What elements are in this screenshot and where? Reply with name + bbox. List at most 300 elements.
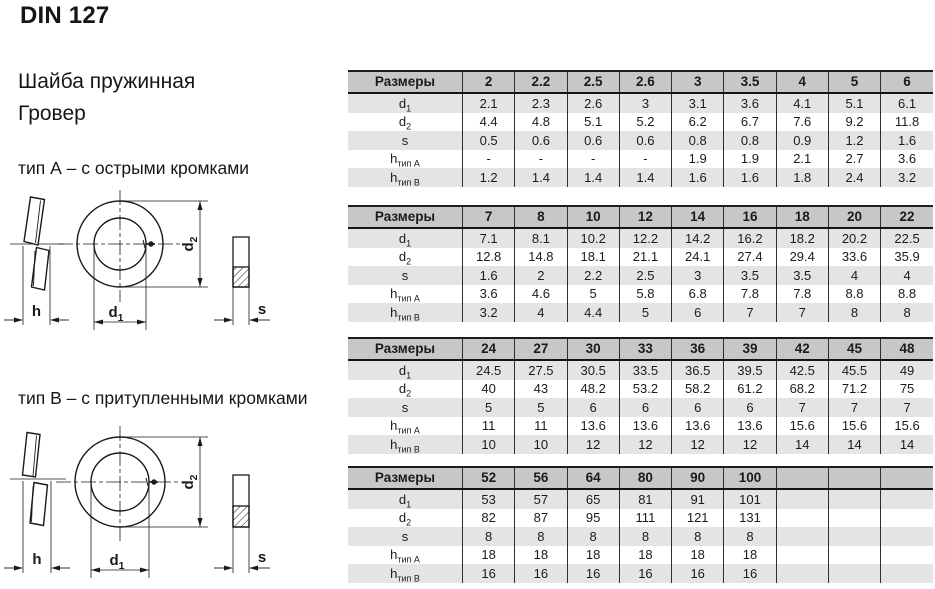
row-label-base: h xyxy=(390,547,398,563)
size-header-cell: 18 xyxy=(776,206,828,228)
value-cell: 121 xyxy=(672,509,724,528)
size-header-cell: 8 xyxy=(515,206,567,228)
value-cell: 8.8 xyxy=(828,285,880,304)
row-label-cell xyxy=(348,266,463,285)
row-label-base: s xyxy=(401,132,409,148)
value-cell: 0.6 xyxy=(619,131,671,150)
size-header-cell: 3.5 xyxy=(724,71,776,93)
value-cell: 81 xyxy=(619,489,671,509)
subtitle-line-1: Шайба пружинная xyxy=(18,70,196,93)
table-row xyxy=(348,435,933,454)
side-view xyxy=(4,197,69,325)
size-header-cell: 2.6 xyxy=(619,71,671,93)
value-cell: 4.8 xyxy=(515,113,567,132)
value-cell: 18 xyxy=(463,546,515,565)
value-cell: 42.5 xyxy=(776,360,828,380)
value-cell: 15.6 xyxy=(828,417,880,436)
value-cell: - xyxy=(515,150,567,169)
value-cell: 33.5 xyxy=(619,360,671,380)
row-label-base: d xyxy=(398,230,407,246)
value-cell: - xyxy=(619,150,671,169)
row-label-base: d xyxy=(398,362,407,378)
value-cell: 1.8 xyxy=(776,168,828,187)
size-header-cell: 5 xyxy=(828,71,880,93)
size-header-cell: 4 xyxy=(776,71,828,93)
value-cell: 4.6 xyxy=(515,285,567,304)
value-cell: 1.6 xyxy=(672,168,724,187)
value-cell: 49 xyxy=(881,360,933,380)
row-label-subscript: 1 xyxy=(406,499,412,510)
top-view xyxy=(58,190,208,330)
value-cell: 8 xyxy=(463,527,515,546)
value-cell: 8.1 xyxy=(515,228,567,248)
size-header-cell: 27 xyxy=(515,338,567,360)
type-a-drawing xyxy=(2,190,274,338)
table-row xyxy=(348,527,933,546)
value-cell: 15.6 xyxy=(776,417,828,436)
dimensions-table-1 xyxy=(348,70,933,187)
size-header-cell: 56 xyxy=(515,467,567,489)
value-cell: 12 xyxy=(672,435,724,454)
value-cell: 16 xyxy=(724,564,776,583)
size-header-cell: 22 xyxy=(881,206,933,228)
value-cell: 15.6 xyxy=(881,417,933,436)
value-cell xyxy=(881,527,933,546)
header-label-cell: Размеры xyxy=(348,206,463,228)
value-cell: 16 xyxy=(619,564,671,583)
value-cell: 3.2 xyxy=(881,168,933,187)
row-label-subscript: тип А xyxy=(397,554,420,565)
value-cell: 10 xyxy=(463,435,515,454)
value-cell: 8 xyxy=(619,527,671,546)
value-cell: 21.1 xyxy=(619,248,671,267)
d2-dimension-label: $d_2$ xyxy=(180,474,200,490)
value-cell: 53.2 xyxy=(619,380,671,399)
value-cell: 11 xyxy=(463,417,515,436)
value-cell: 6 xyxy=(724,398,776,417)
value-cell: 6.8 xyxy=(672,285,724,304)
value-cell: 27.4 xyxy=(724,248,776,267)
value-cell: 14.8 xyxy=(515,248,567,267)
value-cell: 4.4 xyxy=(567,303,619,322)
value-cell: 65 xyxy=(567,489,619,509)
value-cell xyxy=(776,489,828,509)
value-cell: 3.1 xyxy=(672,93,724,113)
table-row xyxy=(348,266,933,285)
s-dimension-label: s xyxy=(257,301,267,318)
value-cell: 22.5 xyxy=(881,228,933,248)
value-cell: 1.6 xyxy=(463,266,515,285)
value-cell: 1.6 xyxy=(724,168,776,187)
value-cell: 24.1 xyxy=(672,248,724,267)
value-cell: 2.1 xyxy=(776,150,828,169)
value-cell: 8 xyxy=(828,303,880,322)
value-cell: 6 xyxy=(672,398,724,417)
value-cell xyxy=(881,564,933,583)
value-cell xyxy=(776,546,828,565)
value-cell: 3.6 xyxy=(881,150,933,169)
value-cell xyxy=(881,546,933,565)
value-cell: 3.5 xyxy=(776,266,828,285)
value-cell: 12 xyxy=(724,435,776,454)
size-header-cell: 3 xyxy=(672,71,724,93)
d1-dimension-label: $d_1$ xyxy=(108,304,124,324)
hatched-section xyxy=(233,506,249,527)
value-cell: - xyxy=(567,150,619,169)
value-cell: 45.5 xyxy=(828,360,880,380)
washer-upper-coil xyxy=(24,197,45,245)
row-label-subscript: 2 xyxy=(406,256,412,267)
value-cell: 101 xyxy=(724,489,776,509)
value-cell: 3.6 xyxy=(463,285,515,304)
value-cell: 6 xyxy=(672,303,724,322)
value-cell: 0.9 xyxy=(776,131,828,150)
value-cell: 9.2 xyxy=(828,113,880,132)
value-cell: 18 xyxy=(724,546,776,565)
row-label-base: h xyxy=(390,286,398,302)
value-cell: 7 xyxy=(724,303,776,322)
value-cell xyxy=(828,564,880,583)
value-cell: 53 xyxy=(463,489,515,509)
size-header-cell: 2 xyxy=(463,71,515,93)
value-cell: 43 xyxy=(515,380,567,399)
value-cell: 10.2 xyxy=(567,228,619,248)
value-cell: 8 xyxy=(881,303,933,322)
row-label-base: d xyxy=(398,491,407,507)
row-label-base: d xyxy=(398,95,407,111)
row-label-cell xyxy=(348,168,463,187)
value-cell: 3.5 xyxy=(724,266,776,285)
dimensions-table-4 xyxy=(348,466,933,583)
value-cell: 1.9 xyxy=(672,150,724,169)
value-cell: 13.6 xyxy=(567,417,619,436)
row-label-cell xyxy=(348,489,463,509)
type-a-caption: тип А – с острыми кромками xyxy=(18,158,250,178)
value-cell: 7 xyxy=(776,303,828,322)
size-header-cell: 2.2 xyxy=(515,71,567,93)
row-label-base: s xyxy=(401,267,409,283)
row-label-base: s xyxy=(401,528,409,544)
value-cell: 16 xyxy=(463,564,515,583)
table-row xyxy=(348,113,933,132)
size-header-cell: 33 xyxy=(619,338,671,360)
dimensions-table-3 xyxy=(348,337,933,454)
table-row xyxy=(348,360,933,380)
value-cell: 11.8 xyxy=(881,113,933,132)
value-cell: 4.4 xyxy=(463,113,515,132)
value-cell: 3 xyxy=(672,266,724,285)
value-cell: 14.2 xyxy=(672,228,724,248)
value-cell: 4.1 xyxy=(776,93,828,113)
value-cell: 4 xyxy=(515,303,567,322)
value-cell: 14 xyxy=(776,435,828,454)
value-cell: 7.6 xyxy=(776,113,828,132)
row-label-base: h xyxy=(390,304,398,320)
value-cell xyxy=(881,509,933,528)
value-cell: 7.8 xyxy=(724,285,776,304)
value-cell: 20.2 xyxy=(828,228,880,248)
value-cell: 29.4 xyxy=(776,248,828,267)
row-label-subscript: тип А xyxy=(397,293,420,304)
row-label-base: s xyxy=(401,399,409,415)
page-subtitle xyxy=(18,66,195,130)
dimensions-table-2 xyxy=(348,205,933,322)
size-header-cell: 20 xyxy=(828,206,880,228)
table-row xyxy=(348,228,933,248)
value-cell: 3.2 xyxy=(463,303,515,322)
value-cell: 16 xyxy=(567,564,619,583)
value-cell: 10 xyxy=(515,435,567,454)
value-cell: 4 xyxy=(828,266,880,285)
page-title: DIN 127 xyxy=(20,2,110,29)
size-header-cell: 36 xyxy=(672,338,724,360)
value-cell: 0.8 xyxy=(672,131,724,150)
table-row xyxy=(348,93,933,113)
value-cell: 68.2 xyxy=(776,380,828,399)
value-cell: 7 xyxy=(776,398,828,417)
value-cell: 13.6 xyxy=(724,417,776,436)
table-row xyxy=(348,398,933,417)
value-cell: 13.6 xyxy=(619,417,671,436)
value-cell: 1.9 xyxy=(724,150,776,169)
value-cell: 48.2 xyxy=(567,380,619,399)
row-label-base: d xyxy=(398,114,407,130)
row-label-cell xyxy=(348,248,463,267)
row-label-subscript: 2 xyxy=(406,388,412,399)
table-row xyxy=(348,380,933,399)
value-cell: 0.5 xyxy=(463,131,515,150)
size-header-cell: 7 xyxy=(463,206,515,228)
value-cell: 1.4 xyxy=(567,168,619,187)
top-view xyxy=(56,426,208,578)
header-label-cell: Размеры xyxy=(348,338,463,360)
table-header-row xyxy=(348,71,933,93)
row-label-cell xyxy=(348,228,463,248)
row-label-subscript: тип В xyxy=(397,444,420,455)
value-cell: 91 xyxy=(672,489,724,509)
row-label-base: h xyxy=(390,169,398,185)
value-cell xyxy=(776,509,828,528)
value-cell: 5.8 xyxy=(619,285,671,304)
header-label-cell: Размеры xyxy=(348,467,463,489)
value-cell: 35.9 xyxy=(881,248,933,267)
table-row xyxy=(348,150,933,169)
table-row xyxy=(348,546,933,565)
table-row xyxy=(348,564,933,583)
value-cell: 16 xyxy=(515,564,567,583)
value-cell: 27.5 xyxy=(515,360,567,380)
value-cell: 82 xyxy=(463,509,515,528)
section-view xyxy=(214,475,270,573)
row-label-base: h xyxy=(390,436,398,452)
value-cell: 95 xyxy=(567,509,619,528)
row-label-subscript: 1 xyxy=(406,238,412,249)
value-cell: 12 xyxy=(567,435,619,454)
value-cell: 8 xyxy=(724,527,776,546)
row-label-base: d xyxy=(398,510,407,526)
value-cell xyxy=(828,489,880,509)
table-row xyxy=(348,509,933,528)
value-cell: 16 xyxy=(672,564,724,583)
value-cell: 5 xyxy=(619,303,671,322)
row-label-subscript: 2 xyxy=(406,517,412,528)
value-cell: 61.2 xyxy=(724,380,776,399)
row-label-cell xyxy=(348,435,463,454)
value-cell: 71.2 xyxy=(828,380,880,399)
value-cell: 0.6 xyxy=(567,131,619,150)
row-label-cell xyxy=(348,564,463,583)
value-cell: 5 xyxy=(463,398,515,417)
value-cell: 0.8 xyxy=(724,131,776,150)
size-header-cell: 80 xyxy=(619,467,671,489)
table-row xyxy=(348,168,933,187)
value-cell: 5.1 xyxy=(828,93,880,113)
row-label-cell xyxy=(348,527,463,546)
table-header-row xyxy=(348,206,933,228)
s-dimension-label: s xyxy=(257,549,267,566)
value-cell: 2.4 xyxy=(828,168,880,187)
size-header-cell xyxy=(881,467,933,489)
value-cell: 12.2 xyxy=(619,228,671,248)
table-row xyxy=(348,285,933,304)
value-cell: 8.8 xyxy=(881,285,933,304)
value-cell: 12 xyxy=(619,435,671,454)
row-label-cell xyxy=(348,303,463,322)
type-b-caption: тип B – с притупленными кромками xyxy=(18,388,308,408)
value-cell: 8 xyxy=(672,527,724,546)
value-cell: 13.6 xyxy=(672,417,724,436)
size-header-cell: 90 xyxy=(672,467,724,489)
row-label-subscript: тип А xyxy=(397,158,420,169)
row-label-base: h xyxy=(390,151,398,167)
value-cell xyxy=(828,527,880,546)
value-cell: 111 xyxy=(619,509,671,528)
value-cell: 3.6 xyxy=(724,93,776,113)
row-label-cell xyxy=(348,509,463,528)
subtitle-line-2: Гровер xyxy=(18,102,86,125)
value-cell: 33.6 xyxy=(828,248,880,267)
value-cell: 8 xyxy=(567,527,619,546)
value-cell: 30.5 xyxy=(567,360,619,380)
table-row xyxy=(348,303,933,322)
h-dimension-label: h xyxy=(31,303,42,320)
table-header-row xyxy=(348,338,933,360)
value-cell: 8 xyxy=(515,527,567,546)
value-cell: 2.2 xyxy=(567,266,619,285)
row-label-subscript: тип В xyxy=(397,312,420,323)
size-header-cell: 2.5 xyxy=(567,71,619,93)
value-cell: 0.6 xyxy=(515,131,567,150)
value-cell: 6.7 xyxy=(724,113,776,132)
size-header-cell: 30 xyxy=(567,338,619,360)
row-label-cell xyxy=(348,150,463,169)
value-cell: 2.5 xyxy=(619,266,671,285)
size-header-cell: 42 xyxy=(776,338,828,360)
size-header-cell: 12 xyxy=(619,206,671,228)
value-cell: 36.5 xyxy=(672,360,724,380)
value-cell: 131 xyxy=(724,509,776,528)
value-cell: 11 xyxy=(515,417,567,436)
size-header-cell: 100 xyxy=(724,467,776,489)
row-label-cell xyxy=(348,398,463,417)
section-view xyxy=(214,237,270,325)
h-dimension-label: h xyxy=(32,551,42,568)
row-label-cell xyxy=(348,285,463,304)
value-cell: 58.2 xyxy=(672,380,724,399)
value-cell xyxy=(776,564,828,583)
table-row xyxy=(348,417,933,436)
size-header-cell: 6 xyxy=(881,71,933,93)
size-header-cell: 14 xyxy=(672,206,724,228)
size-header-cell xyxy=(828,467,880,489)
value-cell: 39.5 xyxy=(724,360,776,380)
value-cell: 18 xyxy=(515,546,567,565)
value-cell: 5 xyxy=(567,285,619,304)
value-cell: 87 xyxy=(515,509,567,528)
value-cell: 7.8 xyxy=(776,285,828,304)
value-cell: 24.5 xyxy=(463,360,515,380)
row-label-cell xyxy=(348,93,463,113)
d1-dimension-label: $d_1$ xyxy=(109,552,125,572)
value-cell: 7 xyxy=(828,398,880,417)
row-label-base: h xyxy=(390,565,398,581)
row-label-cell xyxy=(348,417,463,436)
value-cell: 3 xyxy=(619,93,671,113)
value-cell: 4 xyxy=(881,266,933,285)
value-cell: 18 xyxy=(672,546,724,565)
row-label-subscript: 2 xyxy=(406,121,412,132)
washer-upper-coil xyxy=(23,433,41,478)
value-cell: 7 xyxy=(881,398,933,417)
value-cell: 16.2 xyxy=(724,228,776,248)
value-cell: 57 xyxy=(515,489,567,509)
value-cell: 5 xyxy=(515,398,567,417)
row-label-subscript: тип А xyxy=(397,425,420,436)
row-label-base: h xyxy=(390,418,398,434)
row-label-subscript: 1 xyxy=(406,103,412,114)
type-b-drawing xyxy=(2,426,274,586)
size-header-cell: 10 xyxy=(567,206,619,228)
size-header-cell: 64 xyxy=(567,467,619,489)
value-cell: 14 xyxy=(828,435,880,454)
size-header-cell xyxy=(776,467,828,489)
row-label-cell xyxy=(348,113,463,132)
value-cell: 12.8 xyxy=(463,248,515,267)
row-label-base: d xyxy=(398,249,407,265)
row-label-subscript: тип В xyxy=(397,177,420,188)
value-cell: 1.6 xyxy=(881,131,933,150)
value-cell: 1.2 xyxy=(828,131,880,150)
row-label-cell xyxy=(348,360,463,380)
row-label-base: d xyxy=(398,381,407,397)
size-header-cell: 48 xyxy=(881,338,933,360)
value-cell: 6.2 xyxy=(672,113,724,132)
value-cell xyxy=(776,527,828,546)
value-cell: 1.4 xyxy=(515,168,567,187)
row-label-subscript: тип В xyxy=(397,573,420,584)
hatched-section xyxy=(233,267,249,287)
row-label-subscript: 1 xyxy=(406,370,412,381)
d2-dimension-label: $d_2$ xyxy=(180,236,200,252)
value-cell: 5.2 xyxy=(619,113,671,132)
table-row xyxy=(348,131,933,150)
value-cell: 6 xyxy=(567,398,619,417)
size-header-cell: 45 xyxy=(828,338,880,360)
value-cell: 2 xyxy=(515,266,567,285)
value-cell: 5.1 xyxy=(567,113,619,132)
value-cell: 6.1 xyxy=(881,93,933,113)
value-cell: 18 xyxy=(619,546,671,565)
